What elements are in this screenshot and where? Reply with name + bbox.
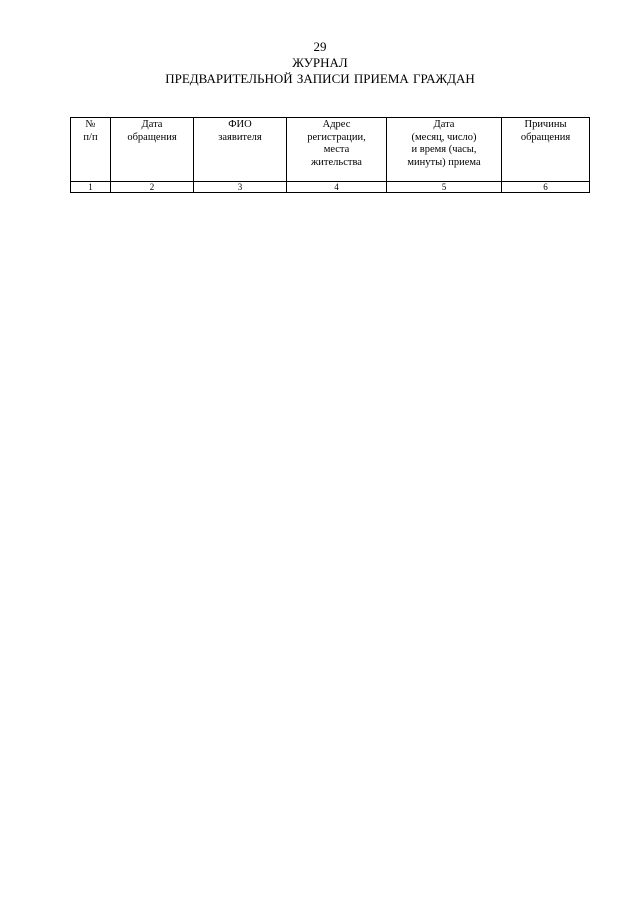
- header-text: регистрации,: [307, 131, 366, 143]
- header-text: Адрес: [322, 119, 351, 130]
- header-text: и время (часы,: [411, 144, 477, 155]
- header-text: обращения: [520, 131, 571, 143]
- header-text: заявителя: [218, 131, 262, 143]
- header-text: минуты) приема: [407, 156, 481, 168]
- column-number: 5: [387, 182, 502, 193]
- column-number: 3: [194, 182, 287, 193]
- column-number: 2: [111, 182, 194, 193]
- header-appointment-datetime: [387, 118, 502, 182]
- header-text: обращения: [127, 131, 177, 143]
- header-address: [287, 118, 387, 182]
- table-header-row: [71, 118, 590, 182]
- header-text: п/п: [83, 131, 98, 143]
- column-number: 4: [287, 182, 387, 193]
- header-applicant-name: [194, 118, 287, 182]
- header-text: жительства: [311, 156, 362, 168]
- header-request-date: [111, 118, 194, 182]
- column-number-row: [71, 182, 590, 193]
- header-text: Дата: [433, 119, 455, 130]
- document-subtitle: ПРЕДВАРИТЕЛЬНОЙ ЗАПИСИ ПРИЕМА ГРАЖДАН: [165, 71, 475, 86]
- page-number: 29: [313, 39, 327, 54]
- header-text: Причины: [524, 119, 567, 130]
- column-number: 6: [502, 182, 590, 193]
- column-number: 1: [71, 182, 111, 193]
- header-reasons: [502, 118, 590, 182]
- header-text: Дата: [141, 119, 163, 130]
- document-title: ЖУРНАЛ: [292, 55, 348, 70]
- header-text: места: [323, 144, 350, 155]
- header-text: ФИО: [228, 119, 252, 130]
- header-text: (месяц, число): [411, 131, 477, 143]
- journal-table: [70, 117, 590, 193]
- header-text: №: [85, 119, 96, 130]
- header-number: [71, 118, 111, 182]
